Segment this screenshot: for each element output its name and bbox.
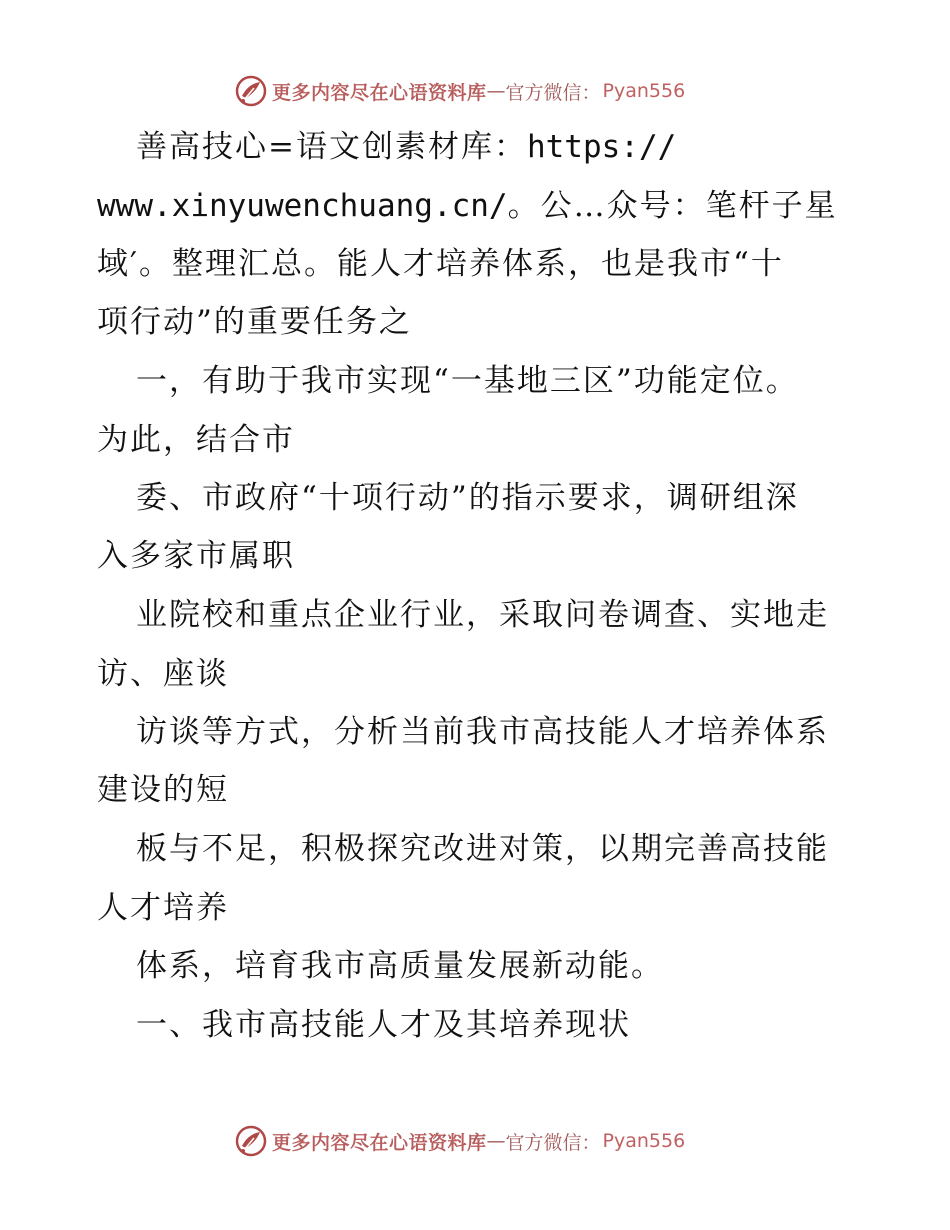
text-line: 一，有助于我市实现“一基地三区”功能定位。	[136, 363, 799, 399]
footer-banner	[234, 1121, 685, 1161]
text-line: www.xinyuwenchuang.cn/。公…众号：笔杆子星	[97, 188, 838, 224]
section-heading: 一、我市高技能人才及其培养现状	[136, 1007, 631, 1043]
text-line: 为此，结合市	[97, 422, 295, 458]
footer-wechat-label: 官方微信：	[505, 1131, 601, 1154]
header-title: 更多内容尽在心语资料库	[272, 81, 487, 104]
text-line: 访谈等方式，分析当前我市高技能人才培养体系	[136, 714, 829, 750]
text-line: 业院校和重点企业行业，采取问卷调查、实地走	[136, 597, 829, 633]
url-text: www.xinyuwenchuang.cn/	[97, 188, 508, 224]
header-separator: —	[486, 80, 506, 102]
header-wechat-label: 官方微信：	[505, 81, 601, 104]
pen-logo-icon	[234, 1124, 268, 1158]
text-line: 建设的短	[97, 772, 229, 808]
text-line: 委、市政府“十项行动”的指示要求，调研组深	[136, 480, 799, 516]
text-line: 板与不足，积极探究改进对策，以期完善高技能	[136, 831, 829, 867]
text-line: 域′。整理汇总。能人才培养体系，也是我市“十	[97, 246, 784, 282]
url-text: https://	[526, 129, 677, 165]
text-line: 体系，培育我市高质量发展新动能。	[136, 948, 664, 984]
header-banner	[234, 71, 685, 111]
text-line: 善高技心=语文创素材库：https://	[136, 129, 677, 165]
footer-wechat-id: Pyan556	[602, 1130, 686, 1152]
text-line: 人才培养	[97, 890, 229, 926]
text-line: 访、座谈	[97, 656, 229, 692]
footer-separator: —	[486, 1130, 506, 1152]
text-line: 入多家市属职	[97, 538, 295, 574]
text-line: 项行动”的重要任务之	[97, 304, 412, 340]
footer-title: 更多内容尽在心语资料库	[272, 1131, 487, 1154]
pen-logo-icon	[234, 74, 268, 108]
header-wechat-id: Pyan556	[602, 80, 686, 102]
